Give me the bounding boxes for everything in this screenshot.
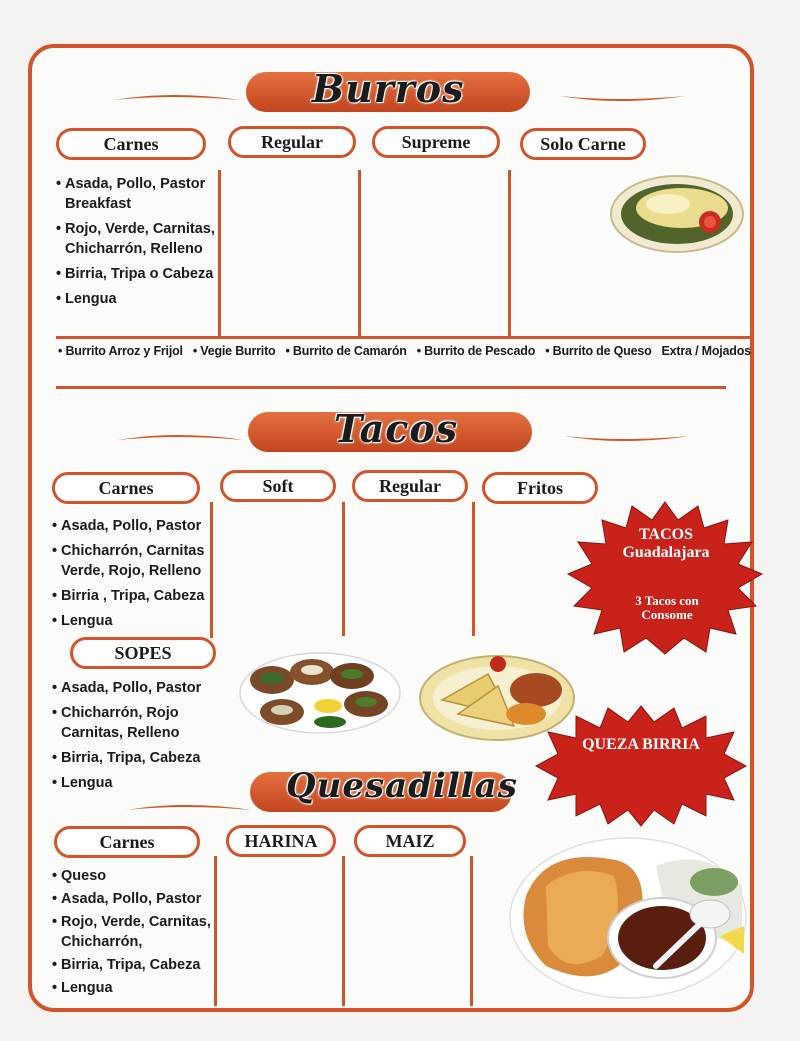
quesadillas-header-harina: HARINA [226, 825, 336, 857]
extra-item: • Burrito Arroz y Frijol [58, 344, 183, 358]
tacos-plate-image [238, 650, 402, 736]
burros-header-carnes: Carnes [56, 128, 206, 160]
quesadillas-header-maiz: MAIZ [354, 825, 466, 857]
left-swoosh-decoration [112, 88, 242, 108]
list-item: • Birria, Tripa o Cabeza [56, 264, 216, 284]
sopes-list [52, 678, 212, 798]
extra-item: • Burrito de Camarón [285, 344, 407, 358]
list-item: • Asada, Pollo, Pastor [52, 889, 212, 909]
list-item: • Queso [52, 866, 212, 886]
right-swoosh-decoration [562, 428, 692, 448]
divider [472, 502, 475, 636]
extra-item: Extra / Mojados [661, 344, 751, 358]
tacos-carnes-list [52, 516, 212, 636]
list-item: • Asada, Pollo, Pastor [52, 516, 212, 536]
tacos-header-regular: Regular [352, 470, 468, 502]
quesadillas-header-carnes: Carnes [54, 826, 200, 858]
tacos-header-fritos: Fritos [482, 472, 598, 504]
divider [56, 336, 754, 339]
burros-carnes-list [56, 174, 216, 314]
burrito-plate-image [608, 170, 746, 254]
burros-title: Burros [312, 66, 465, 111]
burros-header-supreme: Supreme [372, 126, 500, 158]
extra-item: • Burrito de Pescado [416, 344, 536, 358]
sopes-header: SOPES [70, 637, 216, 669]
list-item: • Lengua [52, 773, 212, 793]
queza-birria-label: QUEZA BIRRIA [582, 736, 700, 753]
burros-header-solo-carne: Solo Carne [520, 128, 646, 160]
burros-extras-row [58, 344, 751, 358]
list-item: • Lengua [52, 611, 212, 631]
list-item: • Rojo, Verde, Carnitas, Chicharrón, [52, 912, 212, 952]
list-item: • Chicharrón, Rojo Carnitas, Relleno [52, 703, 212, 743]
queza-birria-plate-image [506, 826, 750, 1000]
list-item: • Asada, Pollo, Pastor [52, 678, 212, 698]
extra-item: • Burrito de Queso [545, 344, 652, 358]
left-swoosh-decoration [124, 798, 254, 818]
divider [470, 856, 473, 1006]
list-item: • Lengua [52, 978, 212, 998]
tacos-guadalajara-burst [566, 500, 764, 656]
tacos-title: Tacos [334, 406, 459, 451]
right-swoosh-decoration [558, 88, 688, 108]
list-item: • Lengua [56, 289, 216, 309]
divider [358, 170, 361, 338]
list-item: • Birria, Tripa, Cabeza [52, 955, 212, 975]
list-item: • Birria, Tripa, Cabeza [52, 748, 212, 768]
divider [342, 856, 345, 1006]
left-swoosh-decoration [116, 428, 246, 448]
quesadillas-title: Quesadillas [286, 766, 518, 806]
list-item: • Chicharrón, Carnitas Verde, Rojo, Relleno [52, 541, 212, 581]
list-item: • Asada, Pollo, Pastor Breakfast [56, 174, 216, 214]
queza-birria-burst [534, 704, 748, 828]
burros-header-regular: Regular [228, 126, 356, 158]
divider [218, 170, 221, 338]
tacos-guadalajara-desc: 3 Tacos con Consome [635, 593, 699, 623]
quesadillas-carnes-list [52, 866, 212, 1001]
tacos-header-soft: Soft [220, 470, 336, 502]
list-item: • Rojo, Verde, Carnitas, Chicharrón, Relleno [56, 219, 216, 259]
divider [508, 170, 511, 338]
divider [56, 386, 726, 389]
divider [342, 502, 345, 636]
tacos-header-carnes: Carnes [52, 472, 200, 504]
list-item: • Birria , Tripa, Cabeza [52, 586, 212, 606]
tacos-guadalajara-title: TACOS Guadalajara [622, 526, 710, 561]
extra-item: • Vegie Burrito [192, 344, 276, 358]
divider [214, 856, 217, 1006]
